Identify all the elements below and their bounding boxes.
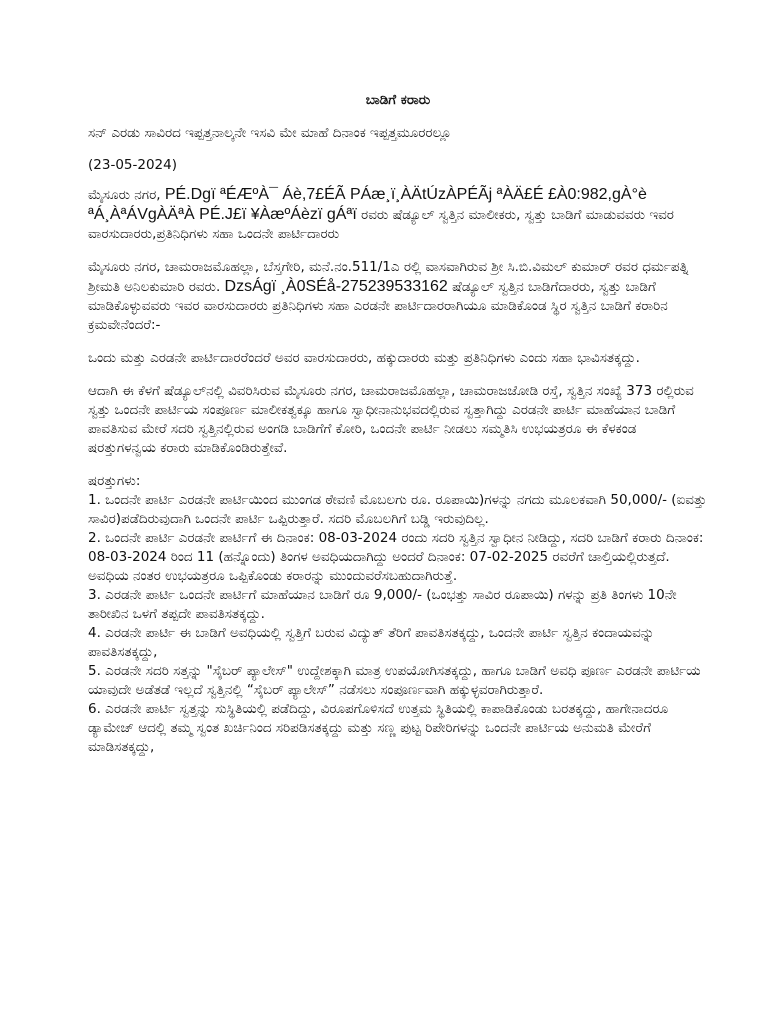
terms-list <box>88 491 708 757</box>
party-two-prefix: ಮೈಸೂರು ನಗರ, ಚಾಮರಾಜಮೊಹಲ್ಲಾ, ಬೆಸ್ತಗೇರಿ, ಮನೆ.ನಂ.511/1ಎ ರಲ್ಲಿ ವಾಸವಾಗಿರುವ ಶ್ರೀ ಸಿ.ಬಿ.ವಿಮಲ್ ಕುಮಾರ್ ರವರ ಧರ್ಮಪತ್ನಿ ಶ್ರೀಮತಿ ಅನಿಲಕುಮಾರಿ ರವರು. <box>88 259 689 295</box>
parties-definition-paragraph: ಒಂದು ಮತ್ತು ಎರಡನೇ ಪಾರ್ಟಿದಾರರೆಂದರೆ ಅವರ ವಾರಸುದಾರರು, ಹಕ್ಕುದಾರರು ಮತ್ತು ಪ್ರತಿನಿಧಿಗಳು ಎಂದು ಸಹಾ ಭಾವಿಸತಕ್ಕದ್ದು. <box>88 350 640 366</box>
document-title: ಬಾಡಿಗೆ ಕರಾರು <box>365 92 431 108</box>
party-one-garbled-text: PÉ.Dgï ªÉÆºÀ¯ Áè,7£ÉÃ PÁæ¸ï¸ÀÄtÚzÀPÉÃj ªÀÄ£É £À0:982,gÀ°è ªÁ¸ÀªÁVgÀÄªÀ PÉ.J£ï ¥ÀæºÁèzï gÁªï <box>88 186 647 223</box>
party-two-suffix: ಷೆಡ್ಯೂಲ್ ಸ್ವತ್ತಿನ ಬಾಡಿಗೆದಾರರು, ಸ್ವತ್ತು ಬಾಡಿಗೆ ಮಾಡಿಕೊಳ್ಳುವವರು ಇವರ ವಾರಸುದಾರರು ಪ್ರತಿನಿಧಿಗಳು ಸಹಾ ಎರಡನೇ ಪಾರ್ಟಿದಾರರಾಗಿಯೂ ಮಾಡಿಕೊಂಡ ಸ್ಥಿರ ಸ್ವತ್ತಿನ ಬಾಡಿಗೆ ಕರಾರಿನ ಕ್ರಮವೇನೆಂದರೆ:- <box>88 279 668 333</box>
term-item: 5. ಎರಡನೇ ಸದರಿ ಸತ್ತನ್ನು "ಸೈಬರ್ ಪ್ಯಾಲೇಸ್" ಉದ್ದೇಶಕ್ಕಾಗಿ ಮಾತ್ರ ಉಪಯೋಗಿಸತಕ್ಕದ್ದು, ಹಾಗೂ ಬಾಡಿಗೆ ಅವಧಿ ಪೂರ್ಣ ಎರಡನೇ ಪಾರ್ಟಿಯ ಯಾವುದೇ ಅಡೆತಡೆ ಇಲ್ಲದೆ ಸ್ವತ್ತಿನಲ್ಲಿ “ಸೈಬರ್ ಪ್ಯಾಲೇಸ್” ನಡೆಸಲು ಸಂಪೂರ್ಣವಾಗಿ ಹಕ್ಕುಳ್ಳವರಾಗಿರುತ್ತಾರೆ. <box>88 663 701 698</box>
intro-line: ಸನ್ ಎರಡು ಸಾವಿರದ ಇಪ್ಪತ್ತನಾಲ್ಕನೇ ಇಸವಿ ಮೇ ಮಾಹೆ ದಿನಾಂಕ ಇಪ್ಪತ್ತಮೂರರಲ್ಲೂ <box>88 125 452 141</box>
term-item: 2. ಒಂದನೇ ಪಾರ್ಟಿ ಎರಡನೇ ಪಾರ್ಟಿಗೆ ಈ ದಿನಾಂಕ: 08-03-2024 ರಂದು ಸದರಿ ಸ್ವತ್ತಿನ ಸ್ವಾಧೀನ ನೀಡಿದ್ದು, ಸದರಿ ಬಾಡಿಗೆ ಕರಾರು ದಿನಾಂಕ: 08-03-2024 ರಿಂದ 11 (ಹನ್ನೊಂದು) ತಿಂಗಳ ಅವಧಿಯದಾಗಿದ್ದು ಅಂದರೆ ದಿನಾಂಕ: 07-02-2025 ರವರೆಗೆ ಚಾಲ್ತಿಯಲ್ಲಿರುತ್ತದೆ. ಅವಧಿಯ ನಂತರ ಉಭಯತ್ರರೂ ಒಪ್ಪಿಕೊಂಡು ಕರಾರನ್ನು ಮುಂದುವರೆಸಬಹುದಾಗಿರುತ್ತೆ. <box>88 530 704 584</box>
party-two-paragraph <box>88 258 708 335</box>
term-item: 1. ಒಂದನೇ ಪಾರ್ಟಿ ಎರಡನೇ ಪಾರ್ಟಿಯಿಂದ ಮುಂಗಡ ಠೇವಣಿ ಮೊಬಲಗು ರೂ. ರೂಪಾಯಿ)ಗಳನ್ನು ನಗದು ಮೂಲಕವಾಗಿ 50,000/- (ಐವತ್ತು ಸಾವಿರ)ಪಡೆದಿರುವುದಾಗಿ ಒಂದನೇ ಪಾರ್ಟಿ ಒಪ್ಪಿರುತ್ತಾರೆ. ಸದರಿ ಮೊಬಲಗಿಗೆ ಬಡ್ಡಿ ಇರುವುದಿಲ್ಲ. <box>88 492 707 527</box>
terms-heading: ಷರತ್ತುಗಳು: <box>88 473 141 489</box>
term-item: 6. ಎರಡನೇ ಪಾರ್ಟಿ ಸ್ವತ್ತನ್ನು ಸುಸ್ಥಿತಿಯಲ್ಲಿ ಪಡೆದಿದ್ದು, ವಿರೂಪಗೊಳಿಸದೆ ಉತ್ತಮ ಸ್ಥಿತಿಯಲ್ಲಿ ಕಾಪಾಡಿಕೊಂಡು ಬರತಕ್ಕದ್ದು, ಹಾಗೇನಾದರೂ ಡ್ಯಾಮೇಜ್ ಆದಲ್ಲಿ ತಮ್ಮ ಸ್ವಂತ ಖರ್ಚಿನಿಂದ ಸರಿಪಡಿಸತಕ್ಕದ್ದು ಮತ್ತು ಸಣ್ಣ ಪುಟ್ಟ ರಿಪೇರಿಗಳನ್ನು ಒಂದನೇ ಪಾರ್ಟಿಯ ಅನುಮತಿ ಮೇರೆಗೆ ಮಾಡಿಸತಕ್ಕದ್ದು, <box>88 701 669 755</box>
schedule-paragraph: ಆದಾಗಿ ಈ ಕೆಳಗೆ ಷೆಡ್ಯೂಲ್‌ನಲ್ಲಿ ವಿವರಿಸಿರುವ ಮೈಸೂರು ನಗರ, ಚಾಮರಾಜಮೊಹಲ್ಲಾ, ಚಾಮರಾಜಜೋಡಿ ರಸ್ತೆ, ಸ್ವತ್ತಿನ ಸಂಖ್ಯೆ 373 ರಲ್ಲಿರುವ ಸ್ವತ್ತು ಒಂದನೇ ಪಾರ್ಟಿಯ ಸಂಪೂರ್ಣ ಮಾಲೀಕತ್ವಕ್ಕೂ ಹಾಗೂ ಸ್ವಾಧೀನಾನುಭವದಲ್ಲಿರುವ ಸ್ವತ್ತಾಗಿದ್ದು ಎರಡನೇ ಪಾರ್ಟಿ ಮಾಹೆಯಾನ ಬಾಡಿಗೆ ಪಾವತಿಸುವ ಮೇರೆ ಸದರಿ ಸ್ವತ್ತಿನಲ್ಲಿರುವ ಅಂಗಡಿ ಬಾಡಿಗೆಗೆ ಕೋರಿ, ಒಂದನೇ ಪಾರ್ಟಿ ನೀಡಲು ಸಮ್ಮತಿಸಿ ಉಭಯತ್ರರೂ ಈ ಕೆಳಕಂಡ ಷರತ್ತುಗಳನ್ವಯ ಕರಾರು ಮಾಡಿಕೊಂಡಿರುತ್ತೇವೆ. <box>88 383 694 456</box>
term-item: 4. ಎರಡನೇ ಪಾರ್ಟಿ ಈ ಬಾಡಿಗೆ ಅವಧಿಯಲ್ಲಿ ಸ್ವತ್ತಿಗೆ ಬರುವ ವಿದ್ಯುತ್ ತೆರಿಗೆ ಪಾವತಿಸತಕ್ಕದ್ದು, ಒಂದನೇ ಪಾರ್ಟಿ ಸ್ವತ್ತಿನ ಕಂದಾಯವನ್ನು ಪಾವತಿಸತಕ್ಕದ್ದು, <box>88 625 655 660</box>
agreement-date: (23-05-2024) <box>88 157 177 173</box>
party-two-garbled-text: DzsÁgï ¸À0SÉå-275239533162 <box>224 278 448 295</box>
party-one-prefix: ಮೈಸೂರು ನಗರ, <box>88 187 165 203</box>
term-item: 3. ಎರಡನೇ ಪಾರ್ಟಿ ಒಂದನೇ ಪಾರ್ಟಿಗೆ ಮಾಹೆಯಾನ ಬಾಡಿಗೆ ರೂ 9,000/- (ಒಂಭತ್ತು ಸಾವಿರ ರೂಪಾಯಿ) ಗಳನ್ನು ಪ್ರತಿ ತಿಂಗಳು 10ನೇ ತಾರೀಖಿನ ಒಳಗೆ ತಪ್ಪದೇ ಪಾವತಿಸತಕ್ಕದ್ದು. <box>88 587 677 622</box>
party-one-paragraph <box>88 185 708 244</box>
document-page <box>88 92 708 757</box>
party-one-suffix: ರವರು ಷೆಡ್ಯೂಲ್ ಸ್ವತ್ತಿನ ಮಾಲೀಕರು, ಸ್ವತ್ತು ಬಾಡಿಗೆ ಮಾಡುವವರು ಇವರ ವಾರಸುದಾರರು,ಪ್ರತಿನಿಧಿಗಳು ಸಹಾ ಒಂದನೇ ಪಾರ್ಟಿದಾರರು <box>88 207 674 242</box>
